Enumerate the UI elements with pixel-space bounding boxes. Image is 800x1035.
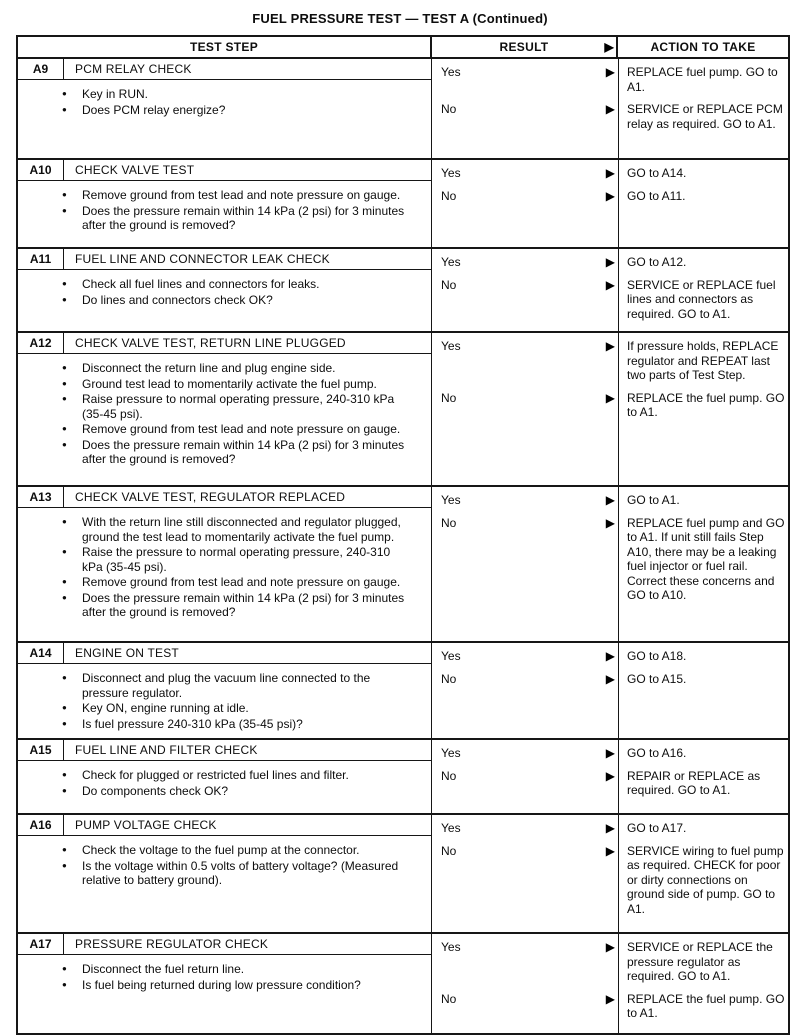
step-title: PUMP VOLTAGE CHECK (75, 818, 217, 832)
instruction-item (62, 843, 417, 858)
instruction-text: Do lines and connectors check OK? (82, 292, 273, 307)
test-step-row (18, 249, 788, 333)
arrow-icon: ▶ (605, 940, 615, 954)
action-text: REPLACE the fuel pump. GO to A1. (627, 991, 785, 1020)
page-title: FUEL PRESSURE TEST — TEST A (Continued) (252, 11, 548, 26)
result-cell (432, 166, 618, 181)
result-label: Yes (441, 339, 461, 353)
result-label: Yes (441, 255, 461, 269)
column-divider (618, 160, 619, 247)
test-step-row (18, 815, 788, 934)
action-text: SERVICE wiring to fuel pump as required. CHECK for poor or dirty connections on ground side of pump. GO to A1. (627, 843, 784, 916)
step-title-row (18, 740, 431, 761)
result-cell (432, 769, 618, 798)
action-text: GO to A12. (627, 255, 687, 269)
instruction-text: Check all fuel lines and connectors for leaks. (82, 277, 320, 291)
arrow-icon: ▶ (605, 821, 615, 835)
action-text: REPAIR or REPLACE as required. GO to A1. (627, 768, 761, 797)
bullet-icon: ● (62, 89, 67, 98)
instruction-item (62, 962, 417, 977)
result-label: No (441, 390, 457, 405)
instruction-item (62, 784, 417, 799)
result-label: Yes (441, 493, 461, 507)
arrow-icon: ▶ (605, 390, 615, 405)
bullet-icon: ● (62, 378, 67, 388)
result-label: No (441, 277, 457, 292)
instruction-text: Remove ground from test lead and note pressure on gauge. (82, 575, 401, 589)
arrow-icon: ▶ (605, 493, 615, 507)
result-action-cell (432, 160, 788, 247)
step-instructions (18, 955, 431, 999)
step-title: ENGINE ON TEST (75, 646, 179, 660)
result-action-pair (432, 255, 788, 270)
instruction-text: Remove ground from test lead and note pressure on gauge. (82, 188, 401, 202)
instruction-item (62, 671, 417, 700)
column-header-result (432, 37, 618, 57)
result-cell (432, 516, 618, 603)
result-cell (432, 940, 618, 984)
step-title: FUEL LINE AND CONNECTOR LEAK CHECK (75, 252, 330, 266)
instruction-item (62, 859, 417, 888)
result-action-cell (432, 333, 788, 485)
step-title-row (18, 643, 431, 664)
instruction-text: Raise the pressure to normal operating pressure, 240-310 kPa (35-45 psi). (82, 545, 391, 574)
arrow-icon: ▶ (605, 991, 615, 1006)
test-step-row (18, 487, 788, 643)
test-step-cell (18, 59, 432, 158)
instruction-item (62, 103, 417, 118)
test-step-row (18, 643, 788, 740)
instruction-item (62, 204, 417, 233)
result-cell (432, 649, 618, 664)
action-text: REPLACE fuel pump and GO to A1. If unit still fails Step A10, there may be a leaking fuel injector or fuel rail. Correct these concerns and GO to A10. (627, 515, 785, 602)
step-title: PCM RELAY CHECK (75, 62, 192, 76)
arrow-icon: ▶ (605, 255, 615, 269)
step-title: CHECK VALVE TEST (75, 163, 195, 177)
action-text: SERVICE or REPLACE PCM relay as required. GO to A1. (627, 102, 783, 131)
step-title-row (18, 487, 431, 508)
result-action-pair (432, 992, 788, 1021)
instruction-text: Do components check OK? (82, 783, 229, 798)
bullet-icon: ● (62, 439, 67, 449)
result-action-pair (432, 65, 788, 94)
bullet-icon: ● (62, 673, 67, 682)
instruction-text: Check the voltage to the fuel pump at the connector. (82, 843, 360, 857)
result-label: No (441, 843, 457, 858)
step-title-row (18, 333, 431, 354)
result-label: Yes (441, 821, 461, 835)
test-step-row (18, 59, 788, 160)
result-label: Yes (441, 166, 461, 180)
column-header-test-step: TEST STEP (18, 37, 432, 57)
arrow-icon: ▶ (605, 746, 615, 760)
instruction-item (62, 293, 417, 308)
bullet-icon: ● (62, 394, 67, 403)
instruction-text: Does the pressure remain within 14 kPa (2 psi) for 3 minutes after the ground is removed? (82, 437, 405, 466)
instruction-item (62, 377, 417, 392)
instruction-item (62, 545, 417, 574)
result-action-pair (432, 940, 788, 984)
column-divider (618, 333, 619, 485)
instruction-text: Does the pressure remain within 14 kPa (2 psi) for 3 minutes after the ground is removed? (82, 590, 405, 619)
test-step-cell (18, 333, 432, 485)
bullet-icon: ● (62, 703, 67, 712)
instruction-item (62, 422, 417, 437)
instruction-text: Disconnect the fuel return line. (82, 962, 245, 976)
instruction-item (62, 717, 417, 732)
step-instructions (18, 181, 431, 240)
instruction-text: Disconnect the return line and plug engine side. (82, 361, 336, 375)
result-cell (432, 339, 618, 383)
result-action-pair (432, 516, 788, 603)
action-text: GO to A14. (627, 166, 687, 180)
table-body (18, 59, 788, 1033)
result-label: No (441, 515, 457, 530)
instruction-item (62, 392, 417, 421)
result-label: No (441, 188, 457, 203)
diagnostic-table (16, 35, 790, 1035)
bullet-icon: ● (62, 964, 67, 973)
step-id: A10 (18, 160, 64, 180)
result-cell (432, 391, 618, 420)
result-label: Yes (441, 746, 461, 760)
step-instructions (18, 354, 431, 474)
result-action-pair (432, 189, 788, 204)
result-cell (432, 821, 618, 836)
bullet-icon: ● (62, 547, 67, 556)
test-step-row (18, 934, 788, 1033)
step-id: A14 (18, 643, 64, 663)
test-step-row (18, 740, 788, 815)
arrow-icon: ▶ (605, 339, 615, 353)
bullet-icon: ● (62, 577, 67, 586)
arrow-icon: ▶ (605, 166, 615, 180)
bullet-icon: ● (62, 785, 67, 795)
instruction-item (62, 438, 417, 467)
bullet-icon: ● (62, 104, 67, 114)
step-instructions (18, 836, 431, 895)
result-label: No (441, 768, 457, 783)
action-text: SERVICE or REPLACE fuel lines and connectors as required. GO to A1. (627, 277, 776, 321)
result-action-cell (432, 934, 788, 1033)
result-label: Yes (441, 940, 461, 954)
result-action-cell (432, 487, 788, 641)
test-step-cell (18, 249, 432, 331)
column-divider (618, 815, 619, 932)
instruction-item (62, 277, 417, 292)
instruction-text: Key in RUN. (82, 87, 149, 101)
instruction-item (62, 591, 417, 620)
instruction-text: Disconnect and plug the vacuum line connected to the pressure regulator. (82, 671, 371, 700)
action-text: If pressure holds, REPLACE regulator and REPEAT last two parts of Test Step. (627, 339, 779, 382)
result-cell (432, 65, 618, 94)
test-step-row (18, 333, 788, 487)
step-instructions (18, 270, 431, 314)
test-step-cell (18, 487, 432, 641)
column-divider (618, 934, 619, 1033)
result-action-pair (432, 102, 788, 131)
instruction-text: Check for plugged or restricted fuel lines and filter. (82, 768, 349, 782)
test-step-cell (18, 740, 432, 813)
column-header-action-to-take: ACTION TO TAKE (650, 40, 756, 54)
arrow-icon: ▶ (605, 768, 615, 783)
action-text: GO to A17. (627, 821, 687, 835)
instruction-text: Is fuel being returned during low pressure condition? (82, 977, 361, 992)
step-title-row (18, 59, 431, 80)
bullet-icon: ● (62, 770, 67, 779)
arrow-icon: ▶ (605, 102, 615, 116)
result-action-pair (432, 493, 788, 508)
instruction-text: Raise pressure to normal operating pressure, 240-310 kPa (35-45 psi). (82, 392, 395, 421)
step-id: A12 (18, 333, 64, 353)
result-cell (432, 844, 618, 917)
result-action-cell (432, 740, 788, 813)
result-label: Yes (441, 649, 461, 663)
column-header-result-label: RESULT (499, 40, 549, 54)
instruction-text: Does the pressure remain within 14 kPa (2 psi) for 3 minutes after the ground is removed? (82, 203, 405, 232)
bullet-icon: ● (62, 845, 67, 854)
column-divider (618, 643, 619, 738)
action-text: GO to A16. (627, 746, 687, 760)
column-divider (618, 59, 619, 158)
table-header-row (18, 37, 788, 59)
result-action-cell (432, 815, 788, 932)
step-title: CHECK VALVE TEST, REGULATOR REPLACED (75, 490, 346, 504)
instruction-text: Does PCM relay energize? (82, 102, 226, 117)
bullet-icon: ● (62, 860, 67, 870)
action-text: REPLACE fuel pump. GO to A1. (627, 65, 778, 94)
result-action-pair (432, 672, 788, 687)
action-text: GO to A15. (627, 671, 687, 686)
instruction-item (62, 768, 417, 783)
step-title-row (18, 815, 431, 836)
step-instructions (18, 80, 431, 124)
result-action-pair (432, 769, 788, 798)
arrow-icon: ▶ (605, 671, 615, 686)
bullet-icon: ● (62, 517, 67, 526)
result-action-pair (432, 746, 788, 761)
test-step-row (18, 160, 788, 249)
action-text: REPLACE the fuel pump. GO to A1. (627, 390, 785, 419)
step-id: A11 (18, 249, 64, 269)
result-cell (432, 493, 618, 508)
result-action-cell (432, 249, 788, 331)
bullet-icon: ● (62, 190, 67, 199)
result-cell (432, 189, 618, 204)
result-cell (432, 102, 618, 131)
result-label: No (441, 671, 457, 686)
instruction-item (62, 188, 417, 203)
step-instructions (18, 761, 431, 805)
result-label: No (441, 991, 457, 1006)
bullet-icon: ● (62, 592, 67, 602)
arrow-icon: ▶ (605, 843, 615, 858)
bullet-icon: ● (62, 205, 67, 215)
arrow-icon: ▶ (605, 65, 615, 79)
result-cell (432, 278, 618, 322)
instruction-text: Key ON, engine running at idle. (82, 701, 249, 715)
step-id: A13 (18, 487, 64, 507)
test-step-cell (18, 815, 432, 932)
result-label: Yes (441, 65, 461, 79)
instruction-item (62, 361, 417, 376)
arrow-icon: ▶ (605, 649, 615, 663)
column-divider (618, 740, 619, 813)
result-action-cell (432, 59, 788, 158)
step-title-row (18, 249, 431, 270)
step-title: PRESSURE REGULATOR CHECK (75, 937, 269, 951)
instruction-item (62, 575, 417, 590)
step-instructions (18, 664, 431, 738)
arrow-icon: ▶ (605, 277, 615, 292)
step-id: A17 (18, 934, 64, 954)
bullet-icon: ● (62, 363, 67, 372)
instruction-text: Ground test lead to momentarily activate the fuel pump. (82, 376, 377, 391)
arrow-icon: ▶ (605, 188, 615, 203)
instruction-item (62, 515, 417, 544)
bullet-icon: ● (62, 718, 67, 728)
result-action-pair (432, 278, 788, 322)
step-id: A9 (18, 59, 64, 79)
result-cell (432, 672, 618, 687)
instruction-text: With the return line still disconnected and regulator plugged, ground the test lead to momentarily activate the fuel pump. (82, 515, 401, 544)
action-text: SERVICE or REPLACE the pressure regulator as required. GO to A1. (627, 940, 773, 983)
result-cell (432, 255, 618, 270)
step-title-row (18, 160, 431, 181)
test-step-cell (18, 934, 432, 1033)
result-action-pair (432, 844, 788, 917)
instruction-item (62, 87, 417, 102)
bullet-icon: ● (62, 279, 67, 288)
bullet-icon: ● (62, 294, 67, 304)
column-divider (618, 487, 619, 641)
test-step-cell (18, 160, 432, 247)
test-step-cell (18, 643, 432, 738)
result-action-pair (432, 649, 788, 664)
result-action-pair (432, 391, 788, 420)
action-text: GO to A1. (627, 493, 680, 507)
arrow-icon: ▶ (604, 40, 614, 54)
result-cell (432, 992, 618, 1021)
instruction-text: Remove ground from test lead and note pressure on gauge. (82, 422, 401, 436)
instruction-item (62, 701, 417, 716)
instruction-item (62, 978, 417, 993)
instruction-text: Is the voltage within 0.5 volts of battery voltage? (Measured relative to battery ground). (82, 858, 399, 887)
result-action-pair (432, 821, 788, 836)
result-label: No (441, 102, 457, 116)
bullet-icon: ● (62, 979, 67, 989)
step-id: A15 (18, 740, 64, 760)
result-action-pair (432, 339, 788, 383)
result-action-cell (432, 643, 788, 738)
instruction-text: Is fuel pressure 240-310 kPa (35-45 psi)? (82, 716, 303, 731)
arrow-icon: ▶ (605, 515, 615, 530)
action-text: GO to A11. (627, 188, 686, 203)
result-action-pair (432, 166, 788, 181)
step-title: CHECK VALVE TEST, RETURN LINE PLUGGED (75, 336, 346, 350)
step-title-row (18, 934, 431, 955)
action-text: GO to A18. (627, 649, 687, 663)
result-cell (432, 746, 618, 761)
step-title: FUEL LINE AND FILTER CHECK (75, 743, 258, 757)
step-instructions (18, 508, 431, 627)
bullet-icon: ● (62, 424, 67, 433)
step-id: A16 (18, 815, 64, 835)
column-divider (618, 249, 619, 331)
